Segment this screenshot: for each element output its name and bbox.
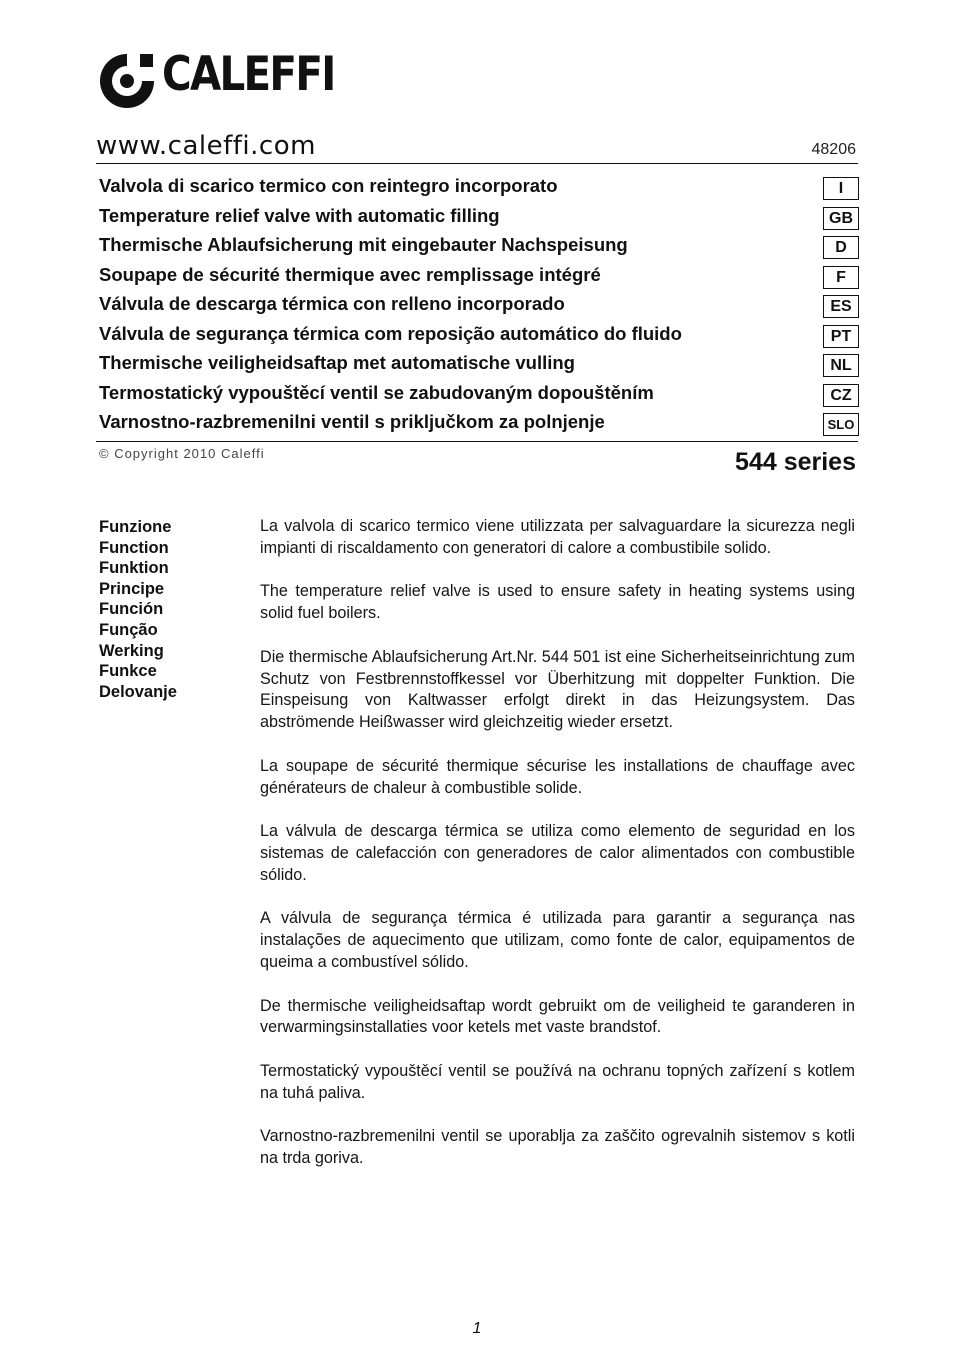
title-row-it [99, 173, 859, 203]
title-row-pt [99, 321, 859, 351]
document-number: 48206 [811, 141, 856, 158]
lang-badge-es: ES [823, 295, 859, 318]
label-werking: Werking [99, 641, 164, 660]
lang-badge-pt: PT [823, 325, 859, 348]
title-row-gb [99, 203, 859, 233]
product-title-fr: Soupape de sécurité thermique avec remplissage intégré [99, 263, 601, 285]
function-description [260, 516, 855, 1192]
lang-badge-nl: NL [823, 354, 859, 377]
paragraph-it: La valvola di scarico termico viene utilizzata per salvaguardare la sicurezza negli impianti di riscaldamento con generatori di calore a combustibile solido. [260, 517, 855, 557]
page-number: 1 [472, 1320, 482, 1337]
product-title-cz: Termostatický vypouštěcí ventil se zabudovaným dopouštěním [99, 381, 654, 403]
product-title-de: Thermische Ablaufsicherung mit eingebauter Nachspeisung [99, 234, 628, 255]
paragraph-slo: Varnostno-razbremenilni ventil se uporablja za zaščito ogrevalnih sistemov s kotli na trda goriva. [260, 1127, 855, 1168]
title-row-cz [99, 380, 859, 410]
paragraph-nl: De thermische veiligheidsaftap wordt gebruikt om de veiligheid te garanderen in verwarmingsinstallaties voor ketels met vaste brandstof. [260, 996, 855, 1037]
lang-badge-cz: CZ [823, 384, 859, 407]
title-row-es [99, 291, 859, 321]
product-title-pt: Válvula de segurança térmica com reposição automático do fluido [99, 322, 682, 344]
lang-badge-gb: GB [823, 207, 859, 230]
label-function: Function [99, 538, 169, 557]
label-funzione: Funzione [99, 518, 172, 536]
paragraph-gb: The temperature relief valve is used to ensure safety in heating systems using solid fuel boilers. [260, 582, 855, 623]
lang-badge-fr: F [823, 266, 859, 289]
product-title-list [99, 173, 859, 439]
paragraph-es: La válvula de descarga térmica se utiliza como elemento de seguridad en los sistemas de calefacción con generadores de calor alimentados con combustible sólido. [260, 822, 855, 884]
caleffi-symbol-icon [96, 50, 158, 112]
paragraph-fr: La soupape de sécurité thermique sécurise les installations de chauffage avec générateurs de chaleur à combustible solide. [260, 756, 855, 797]
label-principe: Principe [99, 579, 165, 598]
lang-badge-it: I [823, 177, 859, 200]
title-row-slo [99, 409, 859, 439]
label-funkce: Funkce [99, 662, 157, 681]
title-row-nl [99, 350, 859, 380]
product-title-es: Válvula de descarga térmica con relleno incorporado [99, 293, 565, 314]
series-title: 544 series [735, 448, 856, 476]
header-rule-top [96, 163, 858, 164]
product-title-gb: Temperature relief valve with automatic filling [99, 204, 500, 226]
label-funcion: Función [99, 600, 164, 619]
product-title-nl: Thermische veiligheidsaftap met automatische vulling [99, 352, 575, 373]
website-url[interactable]: www.caleffi.com [96, 131, 316, 161]
lang-badge-slo: SLO [823, 413, 859, 436]
function-labels [99, 517, 177, 702]
title-row-de [99, 232, 859, 262]
paragraph-de: Die thermische Ablaufsicherung Art.Nr. 544 501 ist eine Sicherheitseinrichtung zum Schutz von Festbrennstoffkessel vor Überhitzung mit doppelter Funktion. Die Einspeisung von Kaltwasser erfolgt direkt in das Heizungsystem. Das abströmende Heißwasser wird gleichzeitig wieder ersetzt. [260, 647, 855, 732]
caleffi-logo [96, 46, 346, 108]
header-rule-bottom [96, 441, 858, 442]
copyright-notice: © Copyright 2010 Caleffi [99, 446, 265, 461]
product-title-slo: Varnostno-razbremenilni ventil s priključkom za polnjenje [99, 411, 605, 432]
paragraph-cz: Termostatický vypouštěcí ventil se používá na ochranu topných zařízení s kotlem na tuhá paliva. [260, 1061, 855, 1102]
label-delovanje: Delovanje [99, 682, 177, 701]
product-title-it: Valvola di scarico termico con reintegro incorporato [99, 175, 558, 196]
logo-wordmark: CALEFFI [162, 47, 335, 102]
label-funcao: Função [99, 620, 158, 639]
label-funktion: Funktion [99, 559, 169, 578]
title-row-fr [99, 262, 859, 292]
lang-badge-de: D [823, 236, 859, 259]
paragraph-pt: A válvula de segurança térmica é utilizada para garantir a segurança nas instalações de aquecimento que utilizam, como fonte de calor, equipamentos de queima a combustível sólido. [260, 909, 855, 971]
